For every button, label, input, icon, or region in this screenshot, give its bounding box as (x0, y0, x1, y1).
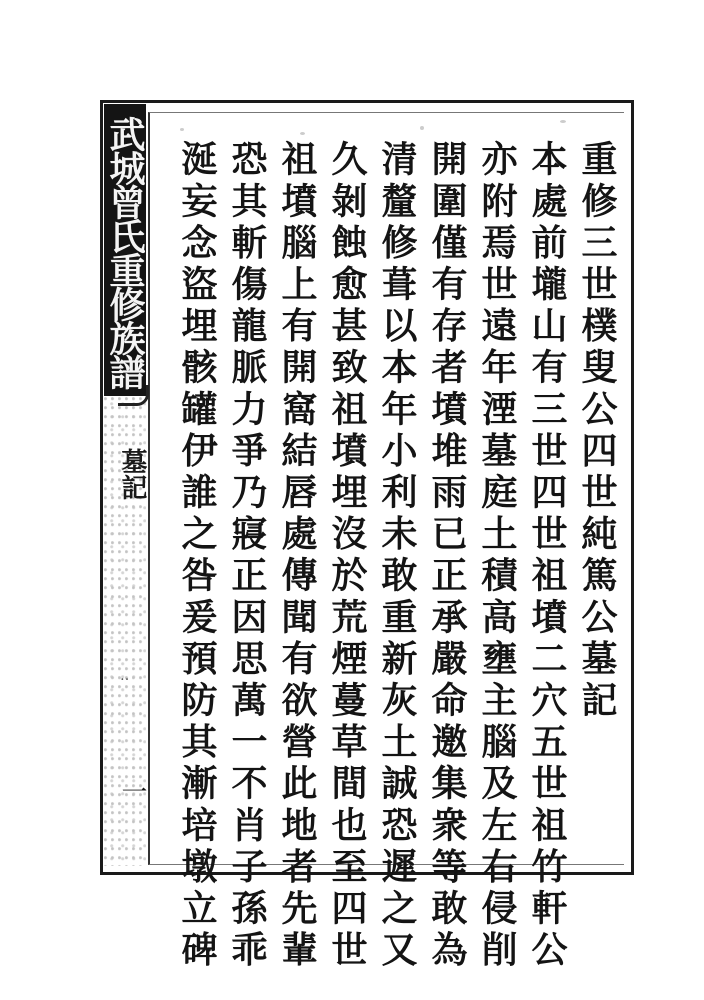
text-column-9: 涎妄念盜埋骸罐伊誰之咎爰預防其漸培墩立碑 (176, 140, 218, 972)
text-column-1: 重修三世樸叟公四世純篤公墓記 (576, 140, 618, 723)
text-column-5: 清釐修葺以本年小利未敢重新灰土誠恐遲之又 (376, 140, 418, 972)
text-column-7: 祖墳腦上有開窩結唇處傳聞有欲營此地者先輩 (276, 140, 318, 972)
text-column-2: 本處前壠山有三世四世祖墳二穴五世祖竹軒公 (526, 140, 568, 972)
ink-fleck: ‥ (120, 668, 130, 684)
text-column-6: 久剝蝕愈甚致祖墳埋沒於荒煙蔓草間也至四世 (326, 140, 368, 972)
book-title: 武城曾氏重修族譜 (104, 116, 146, 388)
ink-spot (300, 132, 305, 135)
main-text (168, 140, 618, 972)
ink-spot (420, 126, 424, 130)
section-label: 墓記 (117, 448, 147, 500)
ink-spot (180, 128, 184, 131)
fishtail-mark (118, 385, 149, 406)
text-column-8: 恐其斬傷龍脈力爭乃寢正因思萬一不肖子孫乖 (226, 140, 268, 972)
page-number: 一 (117, 778, 147, 804)
text-column-4: 開圍僅有存者墳堆雨已正承嚴命邀集衆等敢為 (426, 140, 468, 972)
text-column-3: 亦附焉世遠年湮墓庭土積高壅主腦及左右侵削 (476, 140, 518, 972)
ink-spot (560, 120, 566, 123)
